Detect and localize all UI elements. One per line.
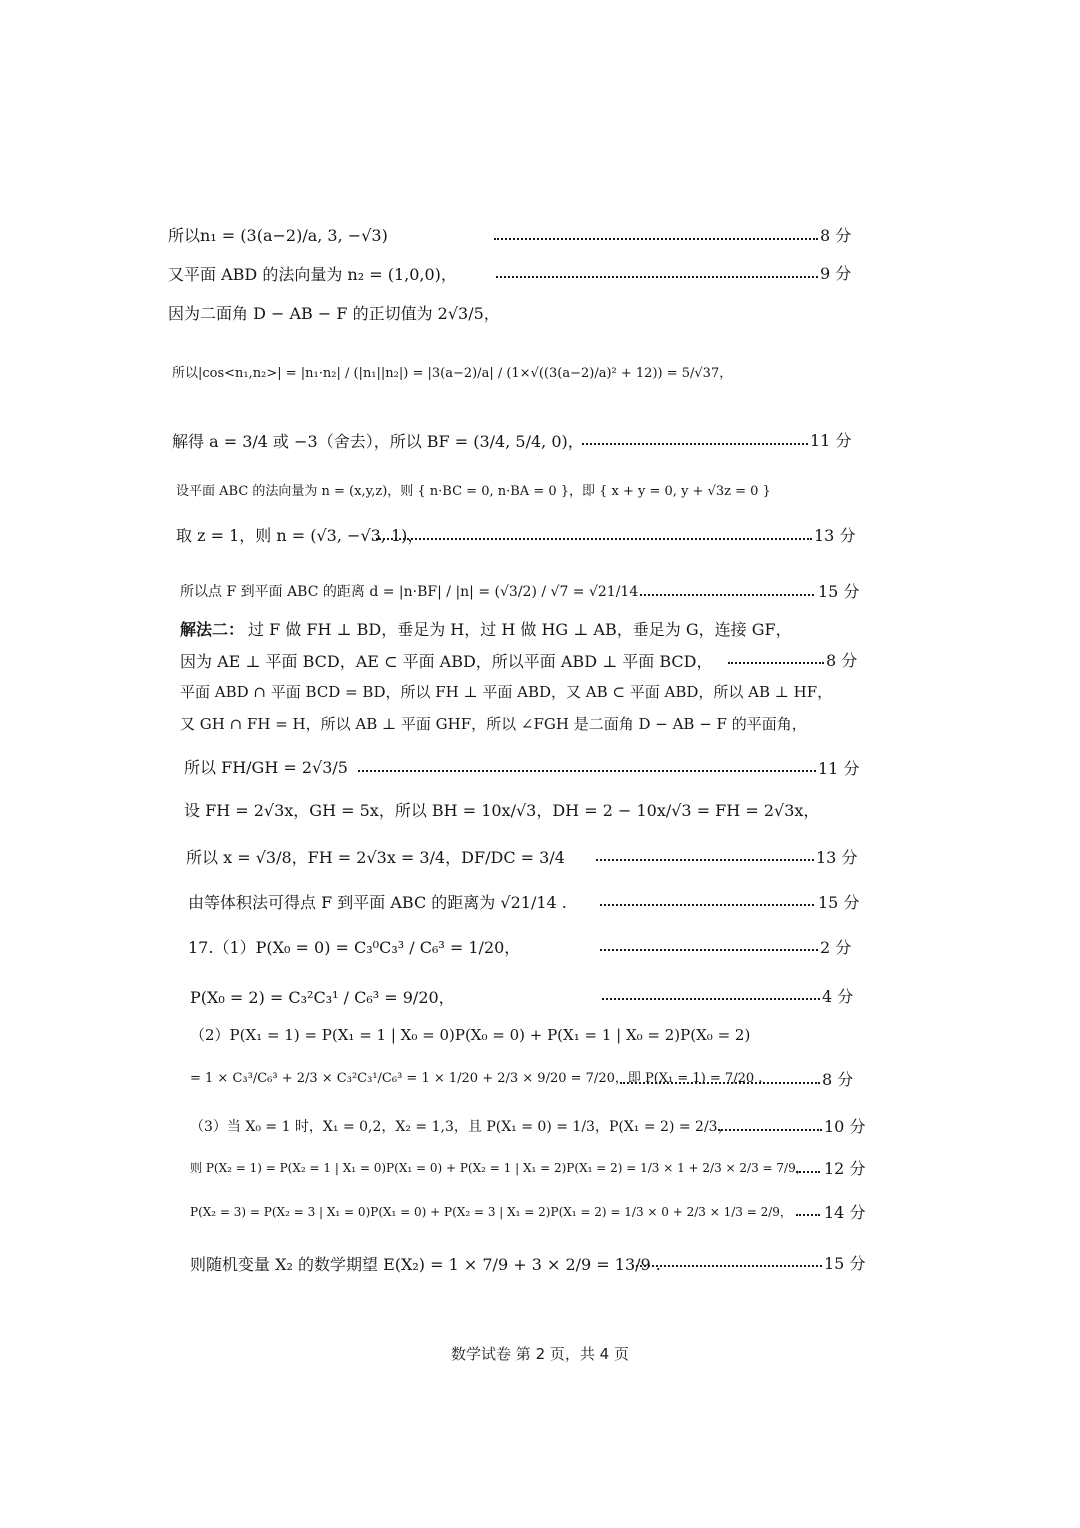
- line-text: 解得 a = 3/4 或 −3（舍去），所以 BF = (3/4, 5/4, 0)，: [172, 432, 584, 451]
- line-text: 17.（1）P(X₀ = 0) = C₃⁰C₃³ / C₆³ = 1/20，: [188, 938, 521, 957]
- line-text: 因为 AE ⊥ 平面 BCD，AE ⊂ 平面 ABD，所以平面 ABD ⊥ 平面 BCD，: [180, 652, 713, 671]
- dot-leader: [600, 902, 814, 906]
- score-mark: 9 分: [820, 264, 852, 283]
- score-mark: 4 分: [822, 987, 854, 1006]
- dot-leader: [358, 768, 816, 772]
- dot-leader: [494, 236, 818, 240]
- line-text: 由等体积法可得点 F 到平面 ABC 的距离为 √21/14 .: [188, 893, 567, 912]
- method-two-label: 解法二：: [180, 620, 245, 639]
- dot-leader: [600, 947, 818, 951]
- score-mark: 13 分: [816, 848, 858, 867]
- line-text: （3）当 X₀ = 1 时，X₁ = 0,2，X₂ = 1,3，且 P(X₁ = 0) = 1/3，P(X₁ = 2) = 2/3，: [190, 1119, 732, 1135]
- line-text: 平面 ABD ∩ 平面 BCD = BD，所以 FH ⊥ 平面 ABD，又 AB ⊂ 平面 ABD，所以 AB ⊥ HF，: [180, 683, 833, 701]
- score-mark: 15 分: [824, 1254, 866, 1273]
- dot-leader: [620, 1080, 820, 1084]
- line-text: 过 F 做 FH ⊥ BD，垂足为 H，过 H 做 HG ⊥ AB，垂足为 G，连接 GF，: [248, 620, 792, 639]
- line-text: 所以|cos<n₁,n₂>| = |n₁·n₂| / (|n₁||n₂|) = |3(a−2)/a| / (1×√((3(a−2)/a)² + 12)) = 5/√37，: [172, 366, 733, 381]
- score-mark: 8 分: [826, 651, 858, 670]
- line-text: 所以 FH/GH = 2√3/5: [184, 758, 348, 777]
- score-mark: 10 分: [824, 1117, 866, 1136]
- line-text: P(X₀ = 2) = C₃²C₃¹ / C₆³ = 9/20，: [190, 988, 455, 1007]
- line-text: 所以 x = √3/8，FH = 2√3x = 3/4，DF/DC = 3/4: [186, 848, 565, 867]
- score-mark: 15 分: [818, 582, 860, 601]
- dot-leader: [728, 660, 824, 664]
- score-mark: 11 分: [818, 759, 860, 778]
- line-text: 则随机变量 X₂ 的数学期望 E(X₂) = 1 × 7/9 + 3 × 2/9 = 13/9 .: [190, 1255, 661, 1274]
- line-text: 又 GH ∩ FH = H，所以 AB ⊥ 平面 GHF，所以 ∠FGH 是二面角 D − AB − F 的平面角，: [180, 715, 807, 733]
- dot-leader: [632, 1263, 822, 1267]
- dot-leader: [496, 274, 818, 278]
- score-mark: 14 分: [824, 1203, 866, 1222]
- line-text: 所以n₁ = (3(a−2)/a, 3, −√3): [168, 226, 388, 245]
- score-mark: 13 分: [814, 526, 856, 545]
- score-mark: 11 分: [810, 431, 852, 450]
- line-text: 因为二面角 D − AB − F 的正切值为 2√3/5，: [168, 304, 500, 323]
- score-mark: 8 分: [820, 226, 852, 245]
- line-text: 设 FH = 2√3x，GH = 5x，所以 BH = 10x/√3，DH = 2 − 10x/√3 = FH = 2√3x，: [184, 801, 820, 820]
- page-footer: 数学试卷 第 2 页，共 4 页: [451, 1345, 629, 1363]
- score-mark: 12 分: [824, 1159, 866, 1178]
- dot-leader: [596, 857, 814, 861]
- line-text: 取 z = 1，则 n = (√3, −√3, 1)，: [176, 526, 424, 545]
- score-mark: 15 分: [818, 893, 860, 912]
- dot-leader: [718, 1127, 822, 1131]
- dot-leader: [796, 1169, 820, 1173]
- line-text: （2）P(X₁ = 1) = P(X₁ = 1 | X₀ = 0)P(X₀ = 0) + P(X₁ = 1 | X₀ = 2)P(X₀ = 2): [190, 1026, 751, 1044]
- line-text: 又平面 ABD 的法向量为 n₂ = (1,0,0)，: [168, 265, 457, 284]
- dot-leader: [376, 536, 812, 540]
- dot-leader: [582, 441, 808, 445]
- line-text: 设平面 ABC 的法向量为 n = (x,y,z)，则 { n·BC = 0, n·BA = 0 }，即 { x + y = 0, y + √3z = 0 }: [176, 484, 771, 499]
- line-text: 则 P(X₂ = 1) = P(X₂ = 1 | X₁ = 0)P(X₁ = 0) + P(X₂ = 1 | X₁ = 2)P(X₁ = 2) = 1/3 × 1 + 2/3 × 2/3 = 7/9，: [190, 1161, 808, 1175]
- dot-leader: [602, 996, 820, 1000]
- score-mark: 2 分: [820, 938, 852, 957]
- line-text: 所以点 F 到平面 ABC 的距离 d = |n·BF| / |n| = (√3/2) / √7 = √21/14 .: [180, 584, 648, 600]
- dot-leader: [640, 592, 814, 596]
- dot-leader: [796, 1212, 820, 1216]
- score-mark: 8 分: [822, 1070, 854, 1089]
- line-text: P(X₂ = 3) = P(X₂ = 3 | X₁ = 0)P(X₁ = 0) + P(X₂ = 3 | X₁ = 2)P(X₁ = 2) = 1/3 × 0 + 2/3 × 1/3 = 2/9，: [190, 1205, 792, 1219]
- line-text: = 1 × C₃³/C₆³ + 2/3 × C₃²C₃¹/C₆³ = 1 × 1/20 + 2/3 × 9/20 = 7/20，即 P(X₁ = 1) = 7/20 .: [190, 1071, 763, 1086]
